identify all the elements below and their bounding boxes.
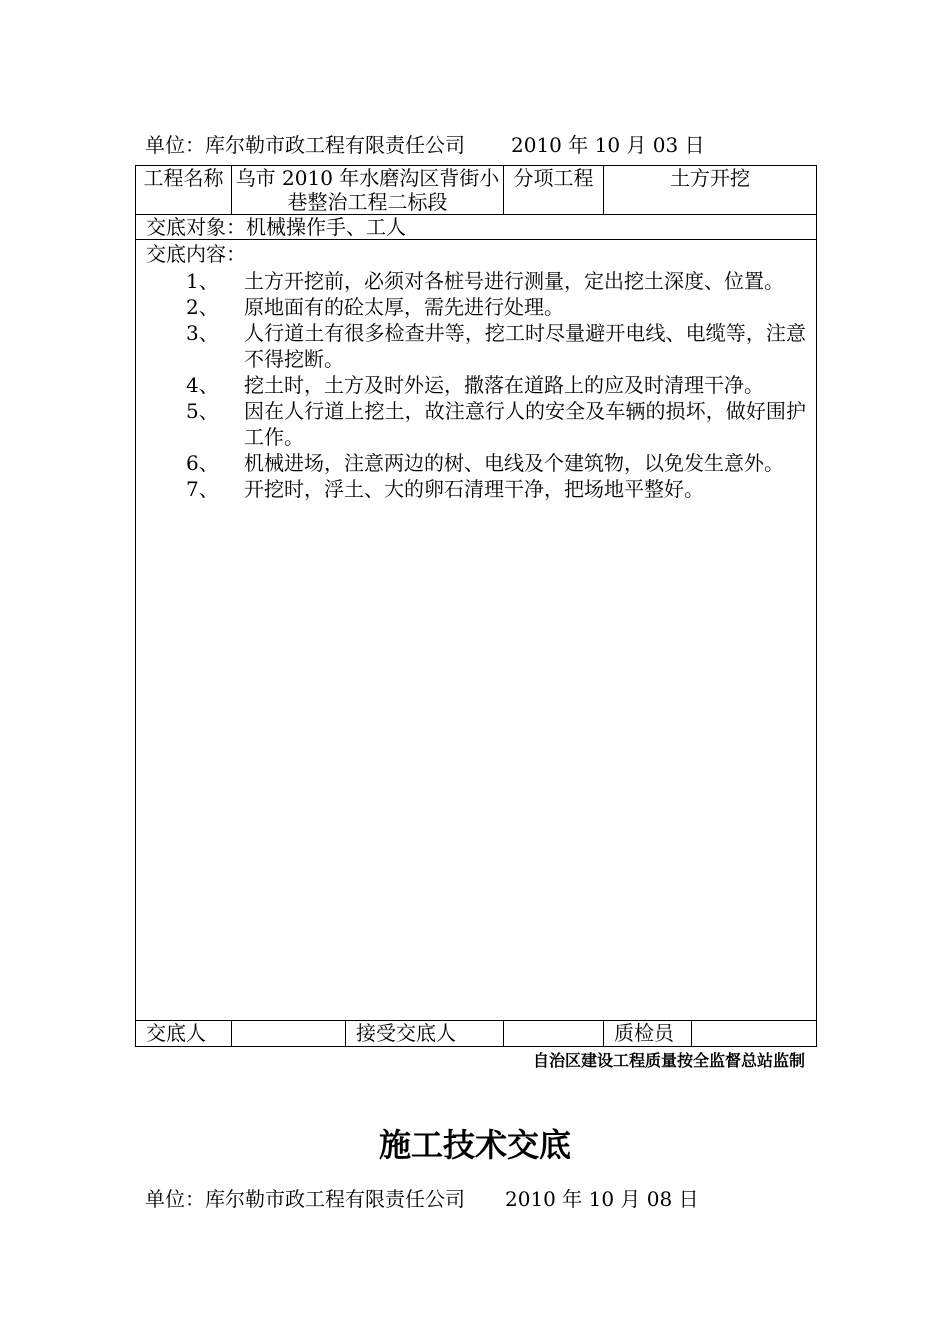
signer-label: 交底人 bbox=[136, 1021, 232, 1047]
item-number: 3、 bbox=[186, 321, 219, 345]
item-number: 7、 bbox=[186, 477, 219, 501]
list-item bbox=[146, 450, 816, 476]
disclosure-target: 交底对象：机械操作手、工人 bbox=[136, 215, 817, 240]
list-item bbox=[146, 476, 816, 502]
disclosure-table bbox=[135, 165, 817, 1047]
unit-name: 单位：库尔勒市政工程有限责任公司 bbox=[145, 1187, 465, 1211]
item-number: 6、 bbox=[186, 451, 219, 475]
item-text: 开挖时，浮土、大的卵石清理干净，把场地平整好。 bbox=[244, 477, 704, 501]
inspector-field bbox=[692, 1021, 817, 1047]
unit-header bbox=[145, 129, 705, 158]
item-text: 土方开挖前，必须对各桩号进行测量，定出挖土深度、位置。 bbox=[244, 269, 784, 293]
project-name-label: 工程名称 bbox=[136, 166, 232, 215]
item-number: 5、 bbox=[186, 399, 219, 423]
item-number: 1、 bbox=[186, 269, 219, 293]
project-name-value: 乌市 2010 年水磨沟区背街小巷整治工程二标段 bbox=[232, 166, 504, 215]
sub-project-label: 分项工程 bbox=[504, 166, 604, 215]
receiver-label: 接受交底人 bbox=[346, 1021, 504, 1047]
unit-header bbox=[145, 1183, 699, 1212]
supervision-note: 自治区建设工程质量按全监督总站监制 bbox=[532, 1051, 805, 1070]
inspector-label: 质检员 bbox=[604, 1021, 692, 1047]
item-text: 机械进场，注意两边的树、电线及个建筑物，以免发生意外。 bbox=[244, 451, 784, 475]
item-text: 原地面有的砼太厚，需先进行处理。 bbox=[244, 295, 564, 319]
list-item bbox=[146, 268, 816, 294]
item-number: 4、 bbox=[186, 373, 219, 397]
list-item bbox=[146, 294, 816, 320]
content-label: 交底内容： bbox=[146, 242, 246, 266]
list-item bbox=[146, 320, 816, 372]
unit-name: 单位：库尔勒市政工程有限责任公司 bbox=[145, 133, 465, 157]
item-text: 因在人行道上挖土，故注意行人的安全及车辆的损坏，做好围护工作。 bbox=[244, 399, 806, 449]
date: 2010 年 10 月 03 日 bbox=[511, 133, 705, 157]
list-item bbox=[146, 372, 816, 398]
content-list bbox=[146, 268, 816, 502]
sub-project-value: 土方开挖 bbox=[604, 166, 817, 215]
page-title: 施工技术交底 bbox=[378, 1126, 571, 1164]
list-item bbox=[146, 398, 816, 450]
item-text: 人行道土有很多检查井等，挖工时尽量避开电线、电缆等，注意不得挖断。 bbox=[244, 321, 806, 371]
receiver-field bbox=[504, 1021, 604, 1047]
item-number: 2、 bbox=[186, 295, 219, 319]
date: 2010 年 10 月 08 日 bbox=[505, 1187, 699, 1211]
disclosure-content bbox=[136, 240, 817, 1021]
item-text: 挖土时，土方及时外运，撒落在道路上的应及时清理干净。 bbox=[244, 373, 764, 397]
signer-field bbox=[232, 1021, 346, 1047]
